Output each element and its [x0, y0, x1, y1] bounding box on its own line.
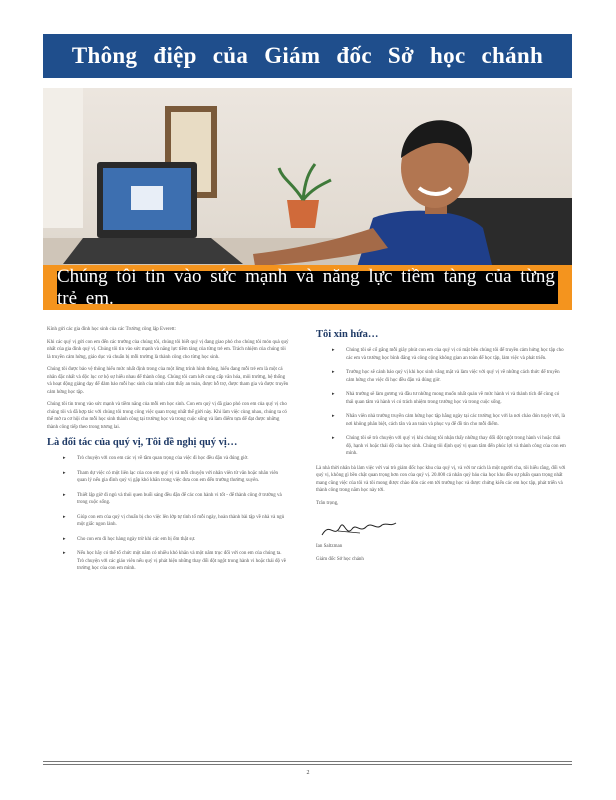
- banner: [43, 265, 572, 310]
- partner-heading: Là đối tác của quý vị, Tôi đề nghị quý vị…: [47, 437, 238, 448]
- list-item: ▸ Nhân viên nhà trường truyền cảm hứng học tập hằng ngày tại các trường học với la nơi chào đón tuyệt vời, là nơi không phân biệt, cách tân và an toàn và phục vụ để đồ tin cho mỗi điểm.: [332, 414, 565, 427]
- list-item: ▸ Chúng tôi sẽ trò chuyện với quý vị khi chúng tôi nhận thấy những thay đổi đột ngột trong hành vi hoặc thái độ, hạnh vi hoặc thái độ của học sinh. Chúng tôi định quý vị quan tâm đến phúc lợi và thành công của con em mình.: [332, 436, 566, 456]
- bullet-icon: ▸: [63, 470, 66, 476]
- right-column: [316, 326, 566, 568]
- bullet-icon: ▸: [332, 414, 335, 419]
- list-item: ▸ Tham dự việc có một liên lạc của con em quý vị và mỗi chuyện với nhân viên từ văn hoặc nhân viên quan lý nếu gia đình quý vị gặp khó khăn trong việc đưa con em đến trường thường xuyên.: [63, 470, 279, 483]
- list-item: ▸ Giúp con em của quý vị chuẩn bị cho việc lên lớp tự tình tố mỗi ngày, hoàn thành bài tập về nhà và ngủ một giấc ngon lành.: [63, 514, 285, 527]
- bullet-icon: ▸: [332, 370, 335, 375]
- footer-divider: [43, 761, 572, 762]
- bullet-icon: ▸: [332, 348, 335, 353]
- signer-name: Ian Saltzman: [316, 544, 343, 549]
- request-list: [47, 455, 289, 573]
- paragraph: Chúng tôi tin trong vào sức mạnh và tiềm năng của mỗi em học sinh. Con em quý vị đã giao phó con em của quý vị cho chúng tôi và đã hợp tác với chúng tôi trong công việc quan trọng nhất thế giới này. Khi làm việc cùng nhau, chúng ta có thể mở ra cơ hội cho mỗi học sinh thành công tại trường học và trong cuộc sống và làm điểm tựa để đạt được những thành công tiếp theo trong tương lai.: [47, 402, 287, 430]
- closing-paragraph: Là nhà thời nhân bà làm việc với vai trò giám đốc học khu của quý vị, và với tư cách là một người cha, tôi hiểu rằng, đối với quý vị, không gì bền chặt quan trọng hơn con của quý vị. 20.000 cả nhân quý báu của học khu đều sự phấn quan trọng nhất mang cũng việc của tôi và tôi mong được chào đón các em tới trường học và được chứng kiến các em học tập, phát triển và thành công trong năm học này tới.: [316, 465, 566, 493]
- page-number: 2: [306, 770, 310, 776]
- paragraph: Chúng tôi được bảo vệ thông hiểu mức nhất định trong của một lừng trình hình thông, hiểu đang mỗi trẻ em là một cá nhân đặc nhất và độc lục cơ hộ sự hiểu nhau để thành công. Chúng tôi cam kết cung cấp văn hóa, môi trường, hệ thống và hoạt động giảng dạy để đảm bảo mỗi học sinh của mình cảm thấy an toàn, được hỗ trợ, được tham gia và được truyền cảm hứng học tập.: [47, 367, 289, 395]
- promise-heading: Tôi xin hứa…: [316, 329, 379, 340]
- list-item: ▸ Cho con em đi học hàng ngày trừ khi các em bị ốm thật sự.: [63, 536, 196, 542]
- bullet-icon: ▸: [63, 514, 66, 520]
- list-item: ▸ Chúng tôi sẽ cố gắng mỗi giây phút con em của quý vị có mặt bên chúng tôi để truyền cảm hứng học tập cho các em và trường học bình đẳng và công cộng không gian an toàn để học tập, làm việc và phát triển.: [332, 348, 564, 361]
- bullet-icon: ▸: [63, 551, 66, 556]
- list-item: ▸ Nếu học hãy có thể tổ chức một năm có nhiều khó khăn và một năm trục đối với con em của chúng ta. Trò chuyện với các giáo viên nếu quý vị phát hiện những thay đổi đột ngột trong hành vi hoặc thái độ về trường học của con em mình.: [63, 551, 287, 571]
- signer-title: Giám đốc Sở học chánh: [316, 556, 364, 562]
- signature: [316, 513, 566, 543]
- bullet-icon: ▸: [63, 492, 66, 498]
- bullet-icon: ▸: [63, 536, 66, 542]
- paragraph: Khi các quý vị gửi con em đến các trường của chúng tôi, chúng tôi biết quý vị đang giao phó cho chúng tôi món quà quý nhất của gia đình quý vị. Chúng tôi tin vào sức mạnh và năng lực tiềm tàng của từng trẻ em. Trách nhiệm của chúng tôi là truyền cảm hứng, giáo dục và chuẩn bị mỗi trường là thành công cho từng học sinh.: [47, 339, 289, 360]
- signoff: Trân trọng,: [316, 500, 339, 506]
- list-item: ▸ Nhà trường sẽ làm gương và đầu tư những mong muốn nhất quán về mức hành vi và thành tích để cùng có thái quan tâm và hành vi có trách nhiệm trong trường học và trong cuộc sống.: [332, 392, 560, 405]
- greeting: Kính gửi các gia đình học sinh của các Trường công lập Everett:: [47, 327, 176, 332]
- page-title: Thông điệp của Giám đốc Sở học chánh: [43, 34, 572, 78]
- left-column: [47, 326, 289, 580]
- banner-text: Chúng tôi tin vào sức mạnh và năng lực tiềm tàng của từng trẻ em.: [57, 271, 558, 304]
- signature-icon: [320, 513, 400, 543]
- list-item: ▸ Thiết lập giờ đi ngủ và thói quen buổi sáng đều đặn để các con hành vi tốt - để thành công ở trường và trong cuộc sống.: [63, 492, 282, 505]
- list-item: ▸ Trò chuyện với con em các vị về tầm quan trọng của việc đi học đều đặn và đúng giờ.: [63, 456, 249, 461]
- bullet-icon: ▸: [63, 456, 66, 461]
- footer-divider: [43, 764, 572, 765]
- list-item: ▸ Trường học sẽ cánh báo quý vị khi học sinh vắng mặt và làm việc với quý vị về những cách thức để truyền cảm hứng cho việc đi học đều đặn và đúng giờ.: [332, 370, 560, 383]
- bullet-icon: ▸: [332, 436, 335, 441]
- bullet-icon: ▸: [332, 392, 335, 397]
- promise-list: [316, 347, 566, 458]
